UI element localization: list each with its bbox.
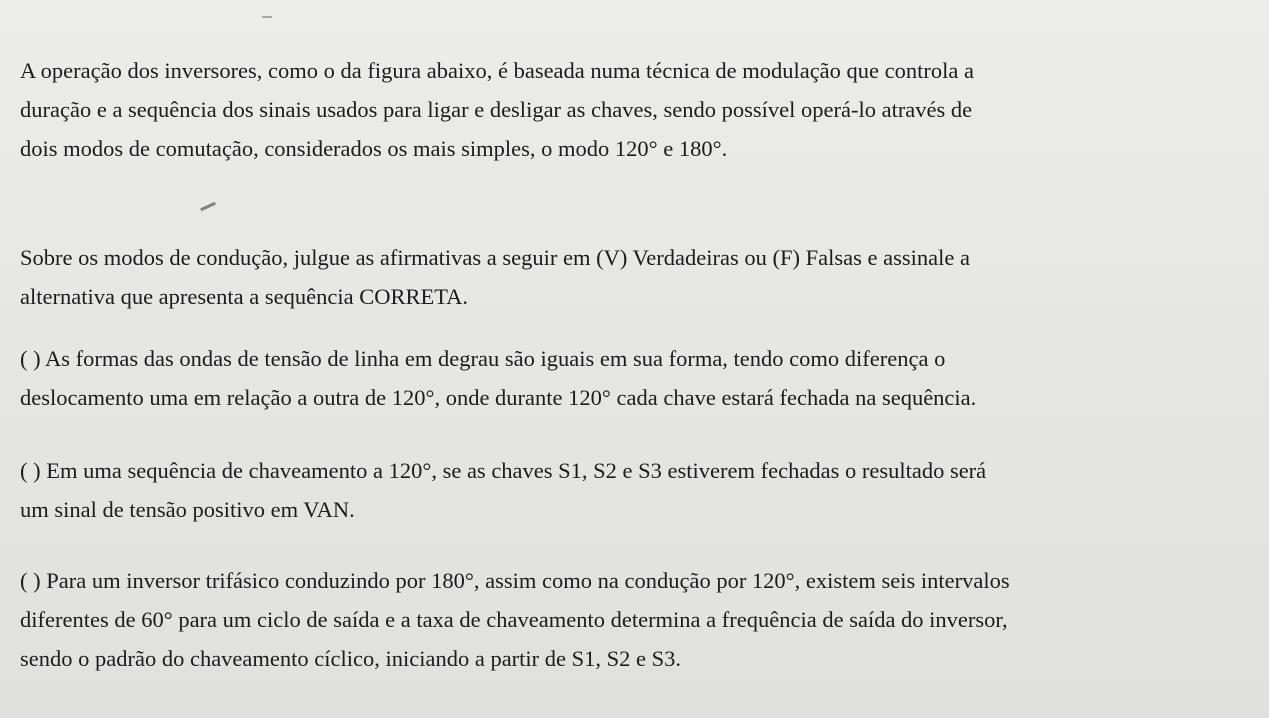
statement-1-line-1: ( ) As formas das ondas de tensão de linha em degrau são iguais em sua forma, tendo como diferença o (20, 346, 946, 371)
pen-mark-middle (200, 202, 216, 211)
statement-2-line-1: ( ) Em uma sequência de chaveamento a 120°, se as chaves S1, S2 e S3 estiverem fechadas o resultado será (20, 458, 987, 483)
intro-paragraph (20, 51, 1252, 168)
intro-line-3: dois modos de comutação, considerados os mais simples, o modo 120° e 180°. (20, 136, 728, 161)
instruction-line-2: alternativa que apresenta a sequência CORRETA. (20, 284, 469, 309)
instruction-line-1: Sobre os modos de condução, julgue as afirmativas a seguir em (V) Verdadeiras ou (F) Falsas e assinale a (20, 245, 970, 270)
pen-mark-top (262, 16, 272, 18)
statement-1 (20, 339, 1252, 417)
statement-3-line-2: diferentes de 60° para um ciclo de saída e a taxa de chaveamento determina a frequência de saída do inversor, (20, 607, 1008, 632)
statement-3-line-1: ( ) Para um inversor trifásico conduzindo por 180°, assim como na condução por 120°, existem seis intervalos (20, 568, 1010, 593)
intro-line-2: duração e a sequência dos sinais usados para ligar e desligar as chaves, sendo possível operá-lo através de (20, 97, 973, 122)
statement-1-line-2: deslocamento uma em relação a outra de 120°, onde durante 120° cada chave estará fechada na sequência. (20, 385, 977, 410)
instruction-paragraph (20, 238, 1252, 316)
statement-3 (20, 561, 1252, 678)
statement-2-line-2: um sinal de tensão positivo em VAN. (20, 497, 355, 522)
intro-line-1: A operação dos inversores, como o da figura abaixo, é baseada numa técnica de modulação que controla a (20, 58, 974, 83)
statement-2 (20, 451, 1252, 529)
statement-3-line-3: sendo o padrão do chaveamento cíclico, iniciando a partir de S1, S2 e S3. (20, 646, 682, 671)
